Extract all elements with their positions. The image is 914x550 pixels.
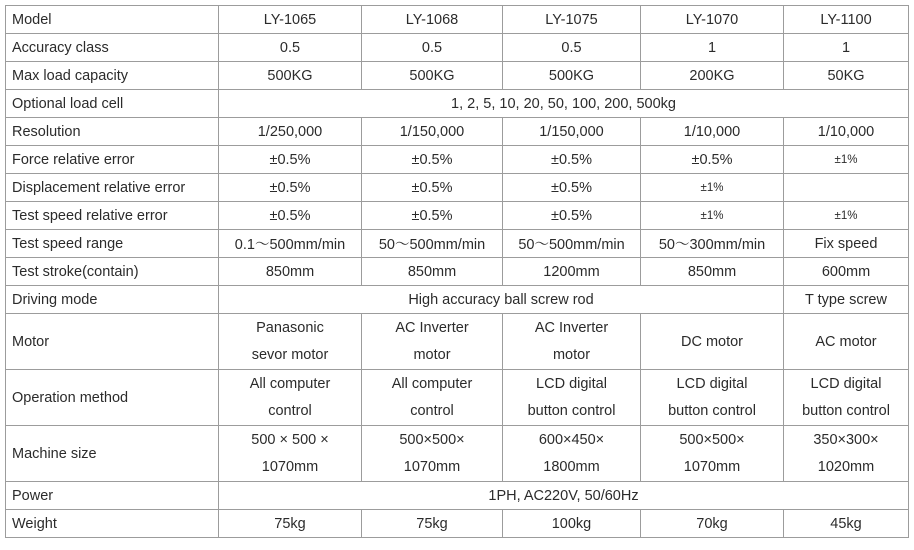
table-cell (362, 426, 503, 482)
table-cell: 850mm (641, 258, 784, 286)
table-cell: 1/150,000 (503, 118, 641, 146)
row-label: Test stroke(contain) (6, 258, 219, 286)
table-cell: Fix speed (784, 230, 909, 258)
table-cell: 1, 2, 5, 10, 20, 50, 100, 200, 500kg (219, 90, 909, 118)
row-accuracy-class (6, 34, 909, 62)
model-header: LY-1068 (362, 6, 503, 34)
table-cell: ±0.5% (219, 146, 362, 174)
table-cell: 0.5 (362, 34, 503, 62)
table-cell (362, 314, 503, 370)
row-force-error (6, 146, 909, 174)
table-cell (784, 370, 909, 426)
table-cell: ±0.5% (503, 146, 641, 174)
table-cell: 500KG (362, 62, 503, 90)
table-cell: 500KG (219, 62, 362, 90)
cell-line: 1020mm (817, 459, 875, 475)
row-label: Test speed range (6, 230, 219, 258)
table-cell: ±0.5% (362, 202, 503, 230)
table-cell: 1/10,000 (641, 118, 784, 146)
table-cell: 75kg (362, 510, 503, 538)
row-label: Machine size (6, 426, 219, 482)
row-label: Power (6, 482, 219, 510)
cell-line: LCD digital (676, 375, 748, 392)
cell-line: button control (527, 403, 616, 419)
row-driving-mode (6, 286, 909, 314)
row-speed-range (6, 230, 909, 258)
table-cell: T type screw (784, 286, 909, 314)
table-cell (784, 426, 909, 482)
table-cell: 50～300mm/min (641, 230, 784, 258)
cell-line: button control (802, 403, 890, 419)
table-cell: 600mm (784, 258, 909, 286)
cell-line: 350×300× (813, 431, 879, 448)
table-cell: 50～500mm/min (503, 230, 641, 258)
row-displacement-error (6, 174, 909, 202)
cell-line: LCD digital (536, 375, 607, 392)
table-cell (219, 370, 362, 426)
model-header: LY-1070 (641, 6, 784, 34)
cell-line: AC Inverter (395, 319, 469, 336)
table-cell: 70kg (641, 510, 784, 538)
table-cell: 1/150,000 (362, 118, 503, 146)
table-cell: 50KG (784, 62, 909, 90)
table-cell: DC motor (641, 314, 784, 370)
spec-table (5, 5, 909, 538)
table-cell: 0.5 (503, 34, 641, 62)
table-cell: 0.5 (219, 34, 362, 62)
cell-line: 600×450× (538, 431, 605, 448)
row-stroke (6, 258, 909, 286)
table-cell: 850mm (219, 258, 362, 286)
model-header: LY-1065 (219, 6, 362, 34)
row-load-cell (6, 90, 909, 118)
cell-line: All computer (249, 375, 331, 392)
row-label: Accuracy class (6, 34, 219, 62)
cell-line: 1070mm (261, 459, 319, 475)
cell-line: 500×500× (399, 431, 465, 448)
cell-line: 1070mm (403, 459, 461, 475)
table-cell (503, 370, 641, 426)
table-cell: 500KG (503, 62, 641, 90)
table-cell: ±0.5% (503, 174, 641, 202)
cell-line: button control (668, 403, 756, 419)
cell-line: 1070mm (683, 459, 741, 475)
table-cell: 100kg (503, 510, 641, 538)
cell-line: 500 × 500 × (251, 431, 329, 448)
table-cell: ±1% (641, 174, 784, 202)
table-cell: 850mm (362, 258, 503, 286)
table-cell: ±0.5% (362, 146, 503, 174)
row-label: Weight (6, 510, 219, 538)
table-cell: ±1% (641, 202, 784, 230)
table-cell (362, 370, 503, 426)
row-label: Test speed relative error (6, 202, 219, 230)
row-max-load (6, 62, 909, 90)
table-cell: 50～500mm/min (362, 230, 503, 258)
cell-line: motor (552, 347, 591, 363)
row-label: Force relative error (6, 146, 219, 174)
cell-line: control (268, 403, 312, 419)
cell-line: control (410, 403, 454, 419)
table-cell: ±1% (784, 146, 909, 174)
table-cell: 0.1～500mm/min (219, 230, 362, 258)
table-cell: 1/250,000 (219, 118, 362, 146)
cell-line: 1800mm (543, 459, 600, 475)
row-power (6, 482, 909, 510)
row-resolution (6, 118, 909, 146)
row-weight (6, 510, 909, 538)
table-cell: 75kg (219, 510, 362, 538)
table-cell: AC motor (784, 314, 909, 370)
cell-line: 500×500× (679, 431, 745, 448)
cell-line: AC Inverter (534, 319, 609, 336)
table-cell: ±0.5% (641, 146, 784, 174)
row-motor (6, 314, 909, 370)
table-cell: 1PH, AC220V, 50/60Hz (219, 482, 909, 510)
table-cell: 1200mm (503, 258, 641, 286)
table-cell: 200KG (641, 62, 784, 90)
table-cell: ±1% (784, 202, 909, 230)
table-cell: ±0.5% (503, 202, 641, 230)
table-cell (219, 314, 362, 370)
row-label: Operation method (6, 370, 219, 426)
row-operation-method (6, 370, 909, 426)
row-label: Max load capacity (6, 62, 219, 90)
table-cell (641, 426, 784, 482)
table-cell: ±0.5% (362, 174, 503, 202)
row-speed-error (6, 202, 909, 230)
cell-line: sevor motor (251, 347, 329, 363)
table-cell (503, 426, 641, 482)
model-header: LY-1100 (784, 6, 909, 34)
table-cell: High accuracy ball screw rod (219, 286, 784, 314)
table-cell (503, 314, 641, 370)
row-label: Driving mode (6, 286, 219, 314)
row-label: Optional load cell (6, 90, 219, 118)
row-label: Displacement relative error (6, 174, 219, 202)
table-cell (219, 426, 362, 482)
cell-line: motor (413, 347, 451, 363)
model-header: LY-1075 (503, 6, 641, 34)
table-cell: ±0.5% (219, 202, 362, 230)
empty-cell (784, 174, 909, 202)
cell-line: All computer (391, 375, 473, 392)
row-label: Motor (6, 314, 219, 370)
table-cell: 1 (641, 34, 784, 62)
row-label: Model (6, 6, 219, 34)
row-machine-size (6, 426, 909, 482)
table-cell: 45kg (784, 510, 909, 538)
table-cell: 1/10,000 (784, 118, 909, 146)
table-cell: ±0.5% (219, 174, 362, 202)
table-cell (641, 370, 784, 426)
table-cell: 1 (784, 34, 909, 62)
cell-line: LCD digital (810, 375, 882, 392)
row-model (6, 6, 909, 34)
cell-line: Panasonic (256, 319, 324, 336)
row-label: Resolution (6, 118, 219, 146)
